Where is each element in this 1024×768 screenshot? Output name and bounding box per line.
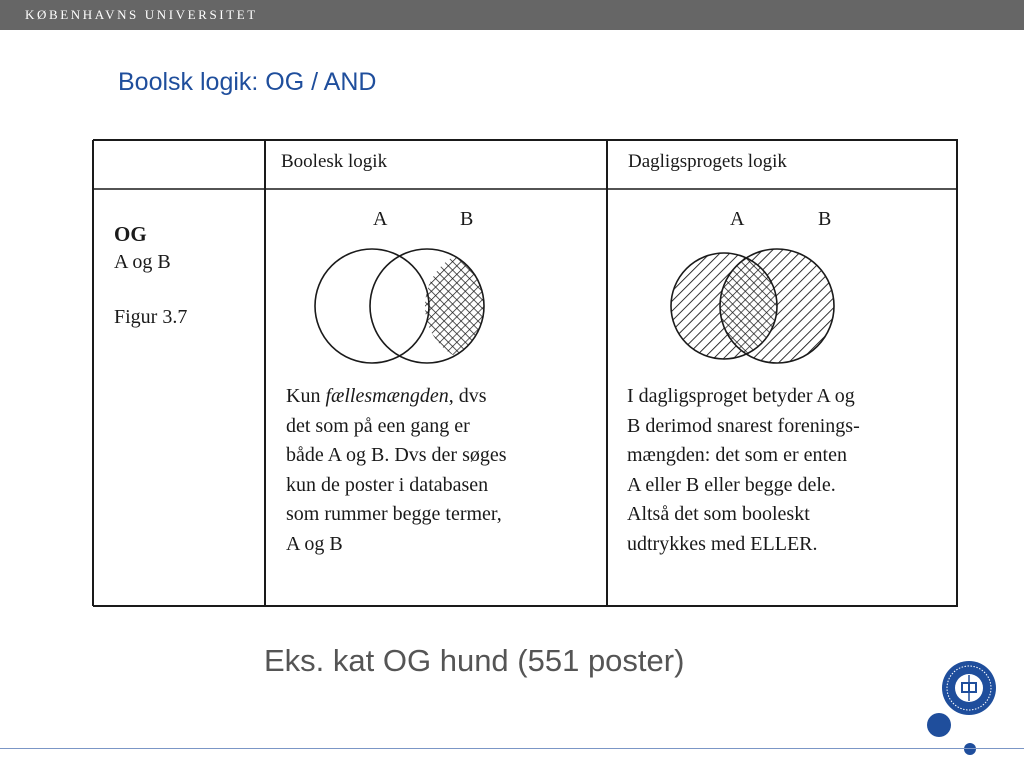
column-header-boolean: Boolesk logik	[281, 151, 388, 172]
row-label	[114, 222, 187, 329]
figure-caption: Figur 3.7	[114, 306, 188, 328]
decorative-dot	[927, 713, 951, 737]
description-line: kun de poster i databasen	[286, 473, 489, 496]
example-query: Eks. kat OG hund (551 poster)	[264, 643, 685, 678]
operator-label: OG	[114, 222, 147, 246]
expression-label: A og B	[114, 251, 171, 273]
description-line: Altså det som booleskt	[627, 503, 810, 525]
slide-title: Boolsk logik: OG / AND	[118, 68, 377, 96]
description-line: A eller B eller begge dele.	[627, 473, 836, 496]
venn-label-b: B	[818, 208, 832, 230]
header-bar	[0, 0, 1024, 30]
description-line: B derimod snarest forenings-	[627, 414, 860, 437]
boolean-logic-figure	[92, 138, 958, 608]
column-header-everyday: Dagligsprogets logik	[628, 151, 787, 172]
decorative-dot	[964, 743, 976, 755]
university-wordmark: KØBENHAVNS UNIVERSITET	[25, 7, 258, 22]
emphasized-term: fællesmængden	[325, 385, 449, 407]
description-line: udtrykkes med ELLER.	[627, 532, 818, 555]
description-line: mængden: det som er enten	[627, 444, 847, 466]
venn-label-a: A	[373, 208, 388, 230]
boolean-venn-diagram	[315, 249, 539, 363]
everyday-venn-diagram	[671, 249, 834, 363]
description-line: det som på een gang er	[286, 414, 470, 437]
footer-divider	[0, 748, 1024, 749]
everyday-description	[627, 382, 860, 559]
description-line: I dagligsproget betyder A og	[627, 385, 855, 407]
description-line: Kun fællesmængden, dvs	[286, 385, 487, 407]
description-line: A og B	[286, 532, 343, 555]
venn-label-b: B	[460, 208, 474, 230]
description-line: både A og B. Dvs der søges	[286, 444, 507, 466]
boolean-description	[286, 382, 507, 559]
university-seal-icon	[941, 660, 997, 716]
venn-label-a: A	[730, 208, 745, 230]
description-line: som rummer begge termer,	[286, 503, 502, 525]
